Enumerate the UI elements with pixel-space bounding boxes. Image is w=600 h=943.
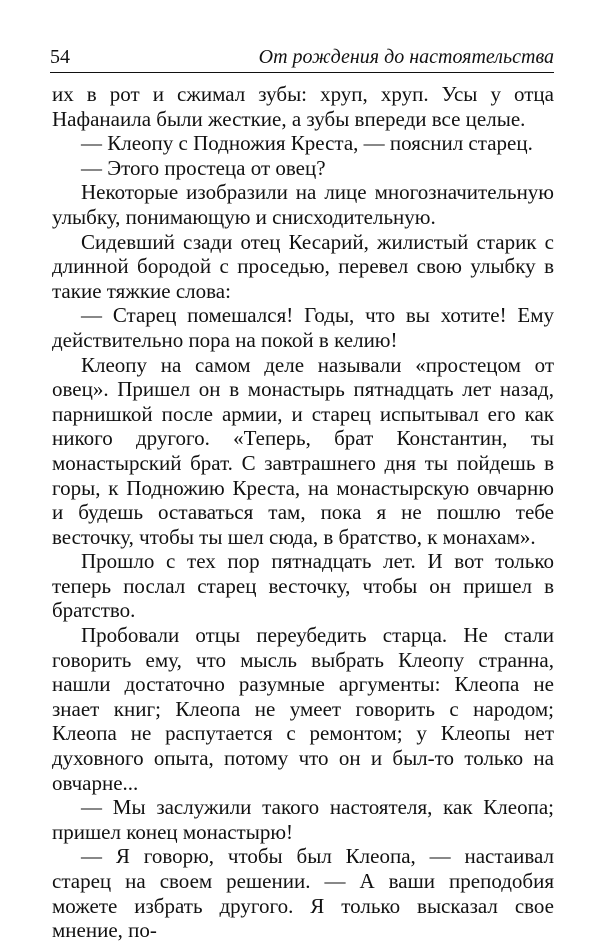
- paragraph: их в рот и сжимал зубы: хруп, хруп. Усы у отца Нафанаила были жесткие, а зубы впереди все целые.: [52, 82, 554, 131]
- paragraph: Клеопу на самом деле называли «простецом от овец». Пришел он в монастырь пятнадцать лет назад, парнишкой после армии, и старец испытывал его как никого другого. «Теперь, брат Константин, ты монастырский брат. С завтрашнего дня ты пойдешь в горы, к Подножию Креста, на монастырскую овчарню и будешь оставаться там, пока я не пошлю тебе весточку, чтобы ты шел сюда, в братство, к монахам».: [52, 352, 554, 549]
- paragraph: Сидевший сзади отец Кесарий, жилистый старик с длинной бородой с проседью, перевел свою улыбку в такие тяжкие слова:: [52, 229, 554, 303]
- page-number: 54: [50, 46, 70, 68]
- dialogue-line: — Старец помешался! Годы, что вы хотите! Ему действительно пора на покой в келию!: [52, 303, 554, 352]
- paragraph: Некоторые изобразили на лице многозначительную улыбку, понимающую и снисходительную.: [52, 180, 554, 229]
- dialogue-line: — Мы заслужили такого настоятеля, как Клеопа; пришел конец монастырю!: [52, 795, 554, 844]
- dialogue-line: — Этого простеца от овец?: [81, 155, 326, 180]
- dialogue-line: — Клеопу с Подножия Креста, — пояснил старец.: [81, 131, 533, 156]
- running-title: От рождения до настоятельства: [258, 46, 554, 68]
- paragraph: Прошло с тех пор пятнадцать лет. И вот только теперь послал старец весточку, чтобы он пришел в братство.: [52, 549, 554, 623]
- body-text: [52, 82, 554, 943]
- running-header: [50, 42, 554, 73]
- dialogue-line: — Я говорю, чтобы был Клеопа, — настаивал старец на своем решении. — А ваши преподобия можете избрать другого. Я только высказал свое мнение, по-: [52, 844, 554, 943]
- paragraph: Пробовали отцы переубедить старца. Не стали говорить ему, что мысль выбрать Клеопу странна, нашли достаточно разумные аргументы: Клеопа не знает книг; Клеопа не умеет говорить с народом; Клеопа не распутается с ремонтом; у Клеопы нет духовного опыта, потому что он и был-то только на овчарне...: [52, 623, 554, 795]
